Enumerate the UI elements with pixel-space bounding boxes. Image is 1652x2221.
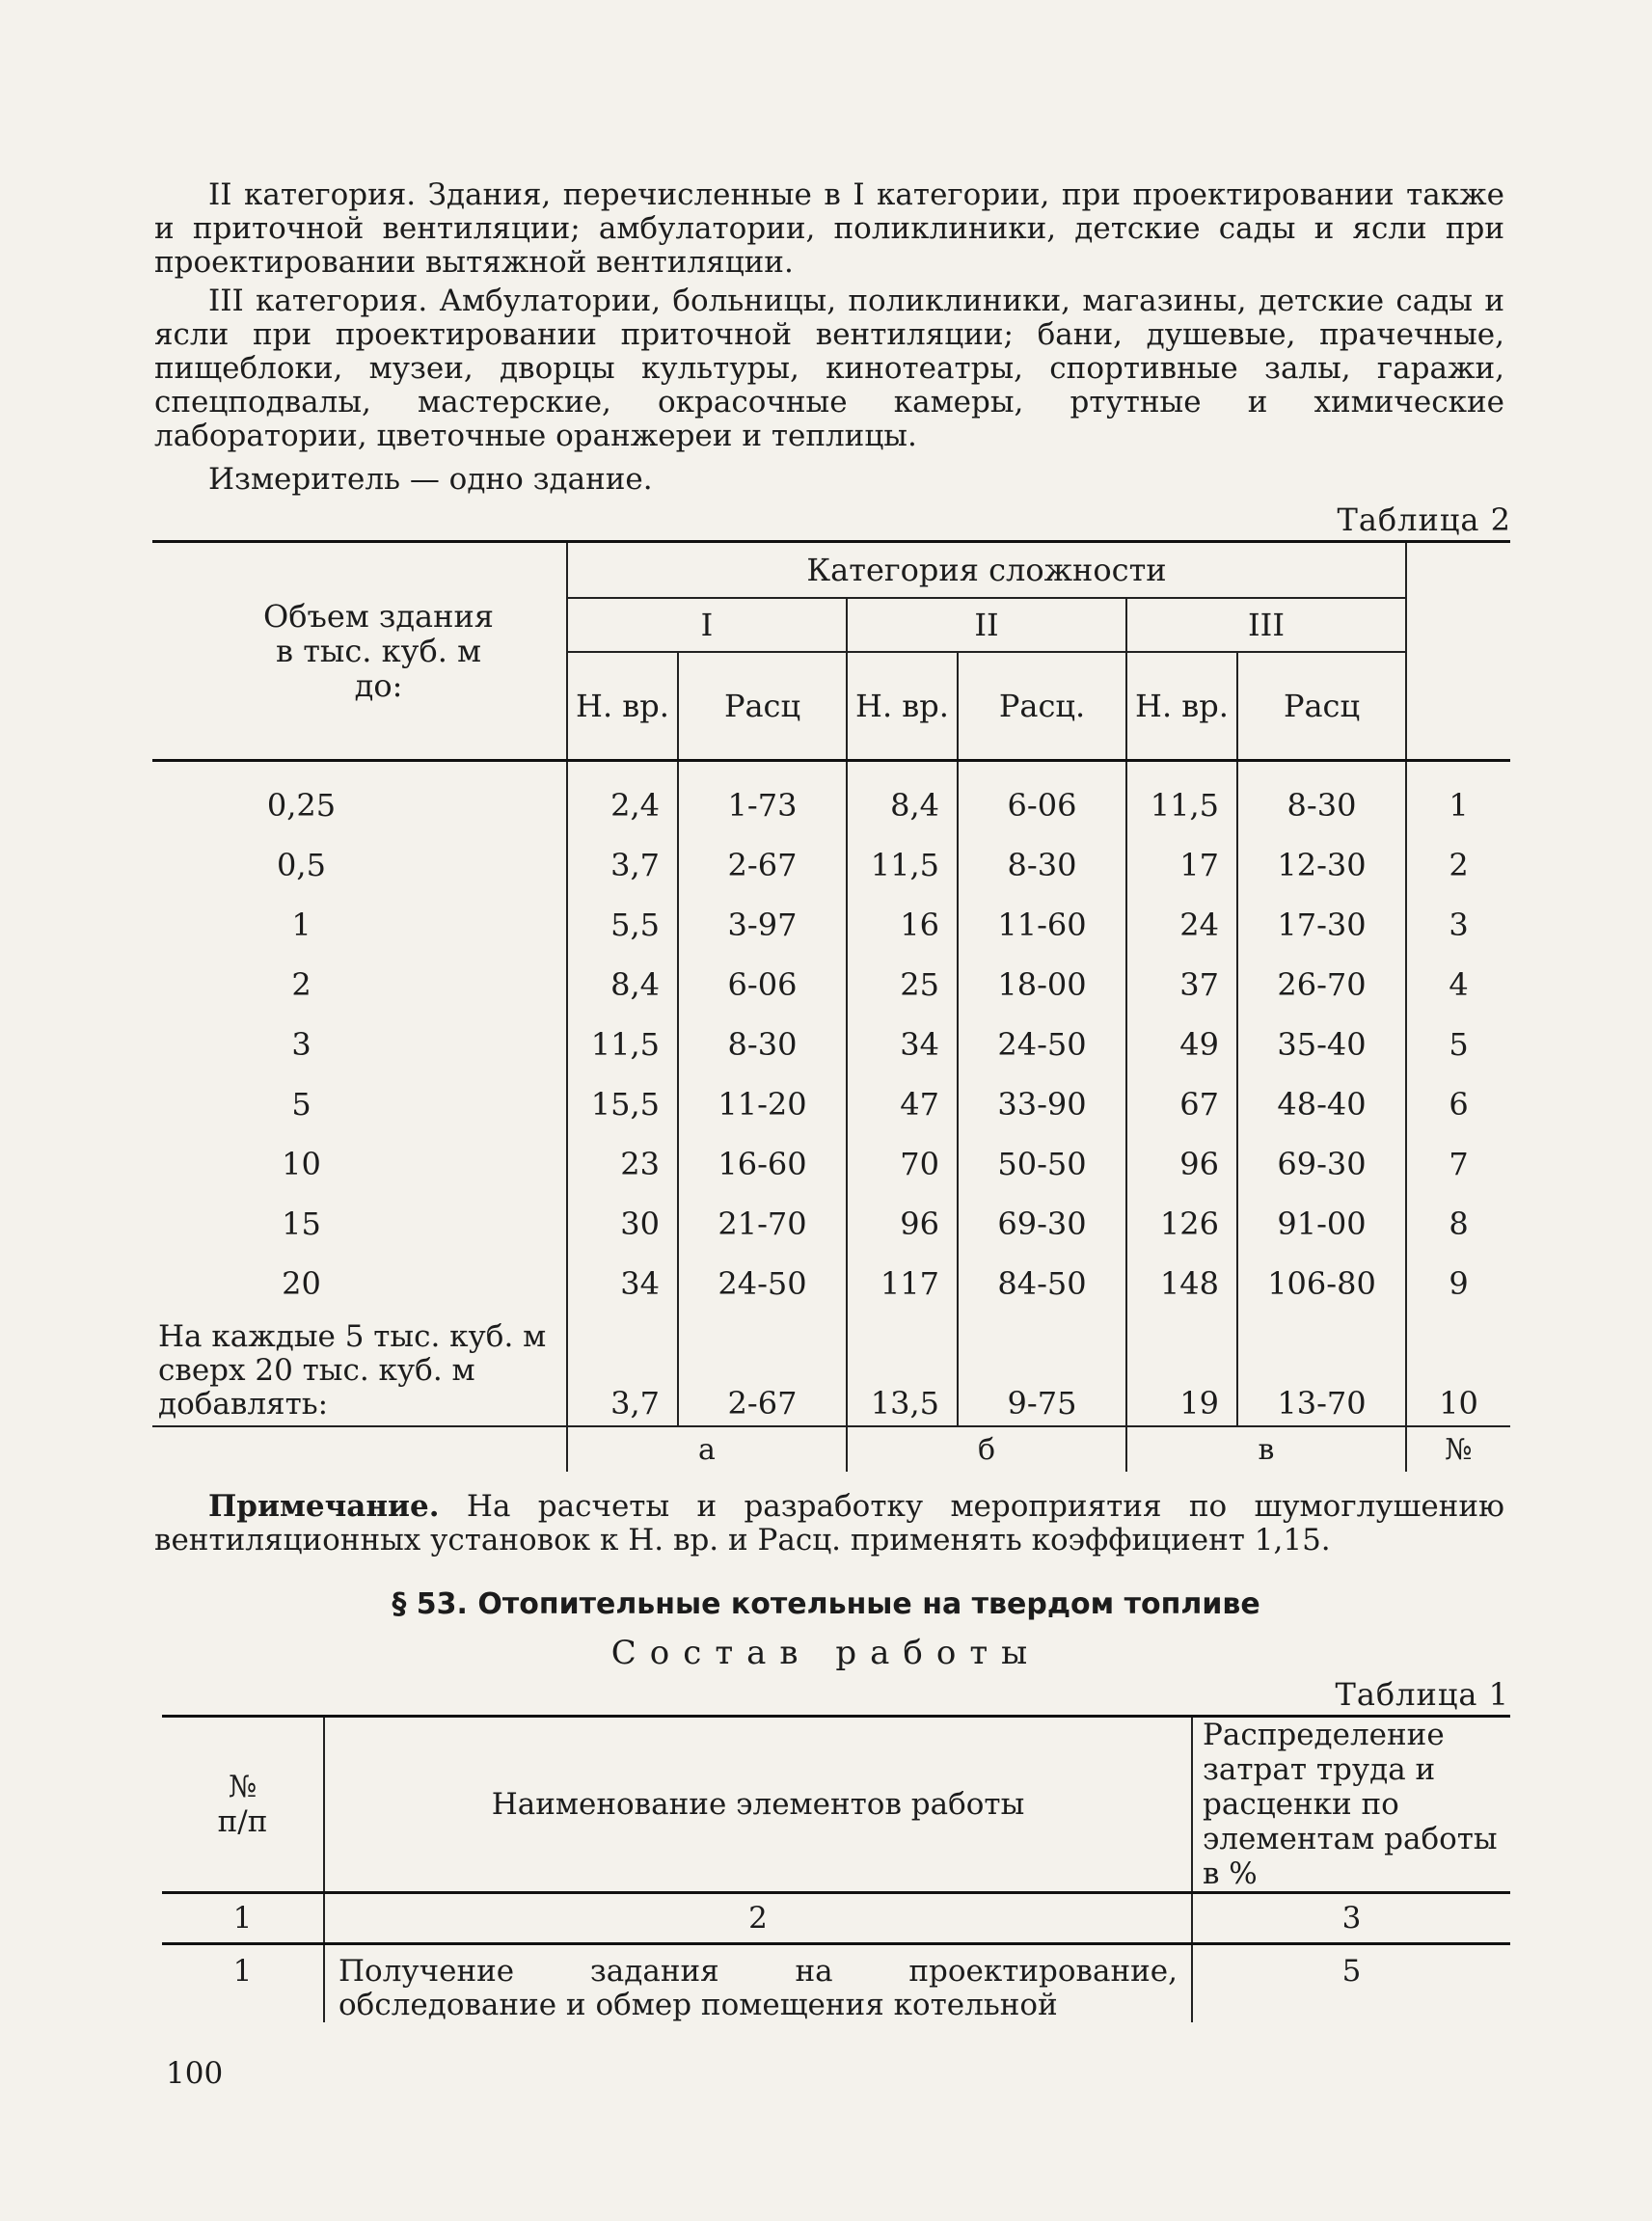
table-cell: 24-50 — [678, 1254, 847, 1314]
category-2-header: II — [847, 598, 1126, 652]
table-cell: 23 — [567, 1134, 678, 1194]
paragraph-unit: Измеритель — одно здание. — [208, 462, 653, 497]
table-cell: 25 — [847, 955, 958, 1015]
table-row — [162, 1944, 1510, 2023]
table-cell: 34 — [847, 1015, 958, 1074]
footer-letter-v: в — [1258, 1432, 1275, 1467]
table-cell: 2,4 — [567, 761, 678, 836]
distribution-header: Распределение затрат труда и расценки по элементам работы в % — [1203, 1718, 1498, 1891]
rasc-header-3: Расц — [1283, 688, 1361, 724]
volume-cell: 3 — [152, 1015, 567, 1074]
table-cell: 96 — [847, 1194, 958, 1254]
row-number: 10 — [1406, 1314, 1510, 1426]
rasc-header-2: Расц. — [958, 652, 1126, 761]
table-cell: 5,5 — [567, 895, 678, 955]
volume-cell: 15 — [152, 1194, 567, 1254]
nvr-header-1: Н. вр. — [567, 652, 678, 761]
note-paragraph — [154, 1490, 1504, 1557]
category-header: Категория сложности — [567, 542, 1406, 599]
table-cell: 34 — [567, 1254, 678, 1314]
section-heading: § 53. Отопительные котельные на твердом топливе — [392, 1587, 1260, 1621]
volume-cell: 10 — [152, 1134, 567, 1194]
table-row-add — [152, 1314, 1510, 1426]
table-cell: 11,5 — [1126, 761, 1237, 836]
table-cell: 37 — [1126, 955, 1237, 1015]
row-number: 8 — [1406, 1194, 1510, 1254]
table-cell: 17-30 — [1277, 907, 1367, 943]
table-cell: 13-70 — [1277, 1385, 1367, 1422]
table-cell: 70 — [847, 1134, 958, 1194]
row-number: 4 — [1406, 955, 1510, 1015]
table-cell: 12-30 — [1277, 847, 1367, 883]
table-row — [152, 1134, 1510, 1194]
nvr-header-3: Н. вр. — [1126, 652, 1237, 761]
table-cell: 3-97 — [678, 895, 847, 955]
table-cell: 8,4 — [847, 761, 958, 836]
table-cell: 9-75 — [958, 1314, 1126, 1426]
table-cell: 30 — [567, 1194, 678, 1254]
column-number-row — [162, 1893, 1510, 1944]
add-row-label: На каждые 5 тыс. куб. м сверх 20 тыс. куб. м добавлять: — [152, 1314, 567, 1426]
table-row — [152, 835, 1510, 895]
table-cell: 11-60 — [958, 895, 1126, 955]
footer-letter-b: б — [847, 1426, 1126, 1472]
table-row — [152, 895, 1510, 955]
table-cell: 48-40 — [1277, 1086, 1367, 1123]
table2-label: Таблица 2 — [1337, 501, 1511, 538]
table-cell: 11-20 — [678, 1074, 847, 1134]
table-cell: 47 — [847, 1074, 958, 1134]
row-no: 1 — [162, 1944, 324, 2023]
table-cell: 2-67 — [678, 835, 847, 895]
table-cell: 84-50 — [958, 1254, 1126, 1314]
table-cell: 19 — [1126, 1314, 1237, 1426]
volume-cell: 0,5 — [152, 835, 567, 895]
volume-header: Объем здания в тыс. куб. м до: — [152, 542, 567, 761]
table-cell: 69-30 — [1277, 1146, 1367, 1182]
table-cell: 6-06 — [678, 955, 847, 1015]
table-cell: 50-50 — [958, 1134, 1126, 1194]
table1-label: Таблица 1 — [1335, 1676, 1509, 1713]
table-cell: 126 — [1126, 1194, 1237, 1254]
table-cell: 11,5 — [847, 835, 958, 895]
table-cell: 16 — [847, 895, 958, 955]
table-cell: 1-73 — [678, 761, 847, 836]
no-header: № п/п — [162, 1717, 324, 1893]
nvr-header-2: Н. вр. — [847, 652, 958, 761]
row-number: 5 — [1406, 1015, 1510, 1074]
volume-cell: 2 — [152, 955, 567, 1015]
table-cell: 49 — [1126, 1015, 1237, 1074]
row-number: 1 — [1406, 761, 1510, 836]
row-number: 3 — [1406, 895, 1510, 955]
table-cell: 96 — [1126, 1134, 1237, 1194]
table-cell: 21-70 — [678, 1194, 847, 1254]
table-2 — [152, 540, 1510, 1472]
volume-cell: 0,25 — [152, 761, 567, 836]
footer-number-sign: № — [1406, 1426, 1510, 1472]
table-row — [152, 1254, 1510, 1314]
row-name: Получение задания на проектирование, обследование и обмер помещения котельной — [324, 1944, 1192, 2023]
paragraph-category-3: III категория. Амбулатории, больницы, поликлиники, магазины, детские сады и ясли при проектировании приточной вентиляции; бани, душевые, прачечные, пищеблоки, музеи, дворцы культуры, кинотеатры, спортивные залы, гаражи, спецподвалы, мастерские, окрасочные камеры, ртутные и химические лаборатории, цветочные оранжереи и теплицы. — [154, 284, 1504, 453]
paragraph-category-2: II категория. Здания, перечисленные в I категории, при проектировании также и приточной вентиляции; амбулатории, поликлиники, детские сады и ясли при проектировании вытяжной вентиляции. — [154, 177, 1504, 280]
volume-cell: 5 — [152, 1074, 567, 1134]
volume-cell: 20 — [152, 1254, 567, 1314]
table-cell: 16-60 — [678, 1134, 847, 1194]
note-label: Примечание. — [208, 1489, 440, 1524]
footer-letter-a: а — [567, 1426, 847, 1472]
table-cell: 91-00 — [1277, 1205, 1367, 1242]
table-cell: 26-70 — [1277, 966, 1367, 1003]
table-cell: 8,4 — [567, 955, 678, 1015]
table-cell: 13,5 — [847, 1314, 958, 1426]
table-cell: 148 — [1126, 1254, 1237, 1314]
table-cell: 8-30 — [1286, 787, 1357, 824]
category-1-header: I — [567, 598, 847, 652]
table-row — [152, 1015, 1510, 1074]
table-cell: 6-06 — [958, 761, 1126, 836]
table-1 — [162, 1715, 1510, 2022]
table-cell: 2-67 — [678, 1314, 847, 1426]
row-percent: 5 — [1341, 1954, 1362, 1989]
table-cell: 8-30 — [678, 1015, 847, 1074]
table-cell: 35-40 — [1277, 1026, 1367, 1063]
table-cell: 24-50 — [958, 1015, 1126, 1074]
table-cell: 18-00 — [958, 955, 1126, 1015]
row-number: 6 — [1406, 1074, 1510, 1134]
table-row — [152, 1074, 1510, 1134]
name-header: Наименование элементов работы — [324, 1717, 1192, 1893]
table-row — [152, 955, 1510, 1015]
table-cell: 3,7 — [567, 835, 678, 895]
table-cell: 33-90 — [958, 1074, 1126, 1134]
table-cell: 106-80 — [1267, 1265, 1376, 1302]
table-cell: 3,7 — [567, 1314, 678, 1426]
table-cell: 15,5 — [567, 1074, 678, 1134]
table-cell: 67 — [1126, 1074, 1237, 1134]
category-3-header: III — [1126, 598, 1406, 652]
rasc-header-1: Расц — [678, 652, 847, 761]
row-number: 2 — [1406, 835, 1510, 895]
colnum-3: 3 — [1341, 1901, 1362, 1936]
colnum-1: 1 — [162, 1893, 324, 1944]
section-subheading: Состав работы — [610, 1634, 1042, 1672]
page-number: 100 — [166, 2056, 224, 2091]
table-footer-row — [152, 1426, 1510, 1472]
table-cell: 8-30 — [958, 835, 1126, 895]
volume-cell: 1 — [152, 895, 567, 955]
table-cell: 24 — [1126, 895, 1237, 955]
row-number-header — [1406, 542, 1510, 761]
colnum-2: 2 — [324, 1893, 1192, 1944]
note-text: На расчеты и разработку мероприятия по шумоглушению вентиляционных установок к Н. вр. и Расц. применять коэффициент 1,15. — [154, 1489, 1504, 1557]
table-cell: 69-30 — [958, 1194, 1126, 1254]
table-row — [152, 1194, 1510, 1254]
table-row — [152, 761, 1510, 836]
footer-blank — [152, 1426, 567, 1472]
row-number: 7 — [1406, 1134, 1510, 1194]
row-number: 9 — [1406, 1254, 1510, 1314]
table-cell: 117 — [847, 1254, 958, 1314]
table-cell: 11,5 — [567, 1015, 678, 1074]
table-cell: 17 — [1126, 835, 1237, 895]
